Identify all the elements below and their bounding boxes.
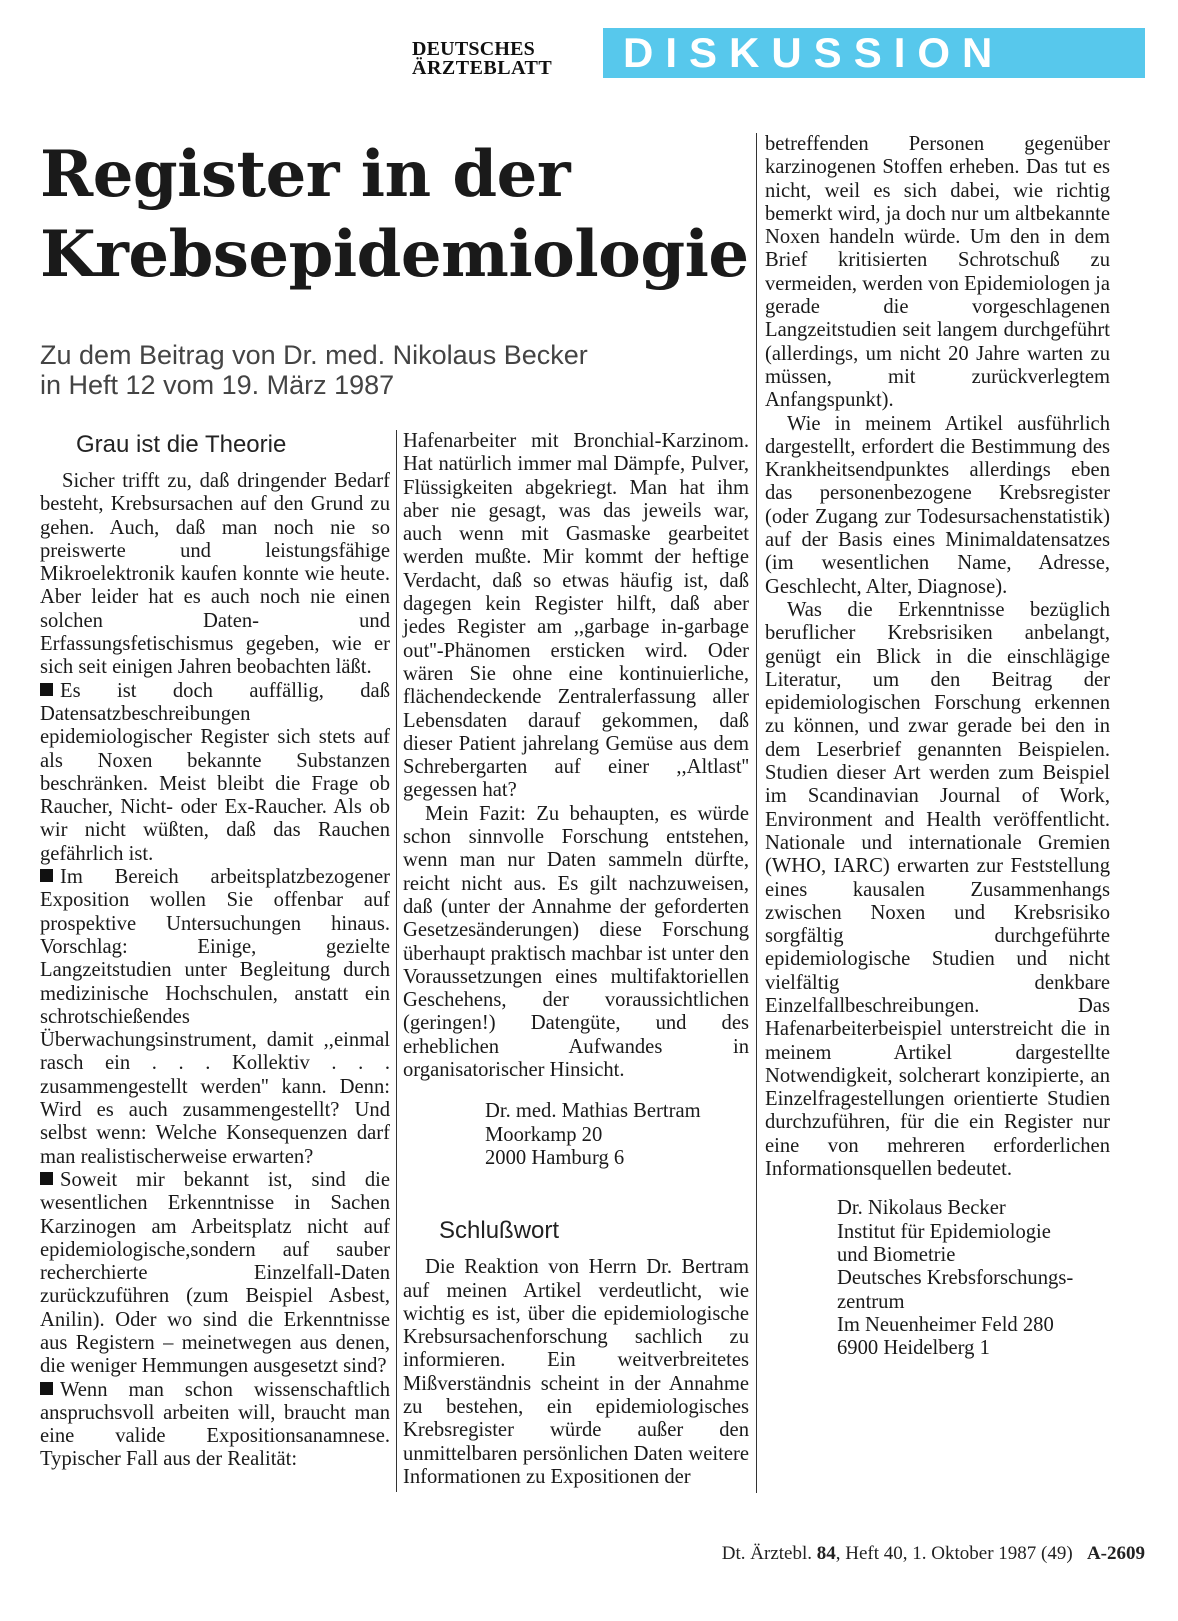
column-rule-right (756, 133, 757, 1493)
reply-sig6: Im Neuenheimer Feld 280 (837, 1313, 1054, 1336)
letter-sig1: Dr. med. Mathias Bertram (485, 1100, 701, 1123)
reply-sig2: Institut für Epidemiologie (837, 1220, 1051, 1243)
letter-bullet-3 (40, 1169, 390, 1379)
reply-heading: Schlußwort (439, 1217, 560, 1245)
reply-paragraph-2: Wie in meinem Artikel ausführlich dargestellt, erfordert die Bestimmung des Krankheitsendpunktes allerdings eben das personenbezogene Krebsregister (oder Zugang zur Todesursachenstatistik) auf der Basis eines Minimaldatensatzes (im wesentlichen Name, Adresse, Geschlecht, Alter, Diagnose). (765, 412, 1110, 598)
footer-journal: Dt. Ärztebl. (721, 1543, 812, 1564)
reply-paragraph-1: Die Reaktion von Herrn Dr. Bertram auf meinen Artikel verdeutlicht, wie wichtig es ist, über die epidemiologische Krebsursachenforschung sachlich zu informieren. Ein weitverbreitetes Mißverständnis scheint in der Annahme zu bestehen, ein epidemiologisches Krebsregister würde außer den unmittelbaren persönlichen Daten weitere Informationen zu Expositionen der (403, 1256, 749, 1488)
letter-sig2: Moorkamp 20 (485, 1123, 603, 1146)
letter-signature (485, 1100, 749, 1170)
subtitle-line1: Zu dem Beitrag von Dr. med. Nikolaus Becker (40, 340, 588, 370)
letter-bullet-2 (40, 866, 390, 1169)
reply-sig1: Dr. Nikolaus Becker (837, 1197, 1006, 1220)
letter-sig3: 2000 Hamburg 6 (485, 1146, 625, 1169)
column-2 (403, 430, 749, 1489)
column-rule-left (396, 430, 397, 1492)
title-line2: Krebsepidemiologie (40, 217, 749, 292)
reply-paragraph-3: Was die Erkenntnisse bezüglich beruflicher Krebsrisiken anbelangt, genügt ein Blick in die einschlägige Literatur, um den Beitrag der epidemiologischen Forschung erkennen zu können, und zwar gerade bei den in dem Leserbrief genannten Beispielen. Studien dieser Art werden zum Beispiel im Scandinavian Journal of Work, Environment and Health veröffentlicht. Nationale und internationale Gremien (WHO, IARC) erwarten zur Feststellung eines kausalen Zusammenhangs zwischen Noxen und Krebsrisiko sorgfältig durchgeführte epidemiologische Studien und nicht vielfältig denkbare Einzelfallbeschreibungen. Das Hafenarbeiterbeispiel unterstreicht die in meinem Artikel dargestellte Notwendigkeit, solcherart konzipierte, an Einzelfragestellungen orientierte Studien durchzuführen, für die ein Register nur eine von mehreren erforderlichen Informationsquellen bedeutet. (765, 598, 1110, 1181)
masthead-logo (412, 40, 584, 84)
reply-sig3: und Biometrie (837, 1243, 956, 1266)
reply-sig7: 6900 Heidelberg 1 (837, 1337, 990, 1360)
section-label: DISKUSSION (623, 29, 1005, 76)
letter-bullet-4-text: Wenn man schon wissenschaftlich anspruchsvoll arbeiten will, braucht man eine valide Expositionsanamnese. Typischer Fall aus der Realität: (40, 1378, 390, 1471)
reply-sig5: zentrum (837, 1290, 905, 1313)
letter-paragraph: Sicher trifft zu, daß dringender Bedarf besteht, Krebsursachen auf den Grund zu gehen. Auch, daß man noch nie so preiswerte und leistungsfähige Mikroelektronik kaufen konnte wie heute. Aber leider hat es auch noch nie einen solchen Daten- und Erfassungsfetischismus gegeben, wie er sich seit einigen Jahren beobachten läßt. (40, 470, 390, 679)
footer-page: A-2609 (1086, 1543, 1145, 1564)
letter-bullet-1 (40, 680, 390, 866)
letter-bullet-1-text: Es ist doch auffällig, daß Datensatzbeschreibungen epidemiologischer Register sich stets auf als Noxen bekannte Substanzen beschränken. Meist bleibt die Frage ob Raucher, Nicht- oder Ex-Raucher. Als ob wir nicht wüßten, daß das Rauchen gefährlich ist. (40, 679, 390, 865)
subtitle-line2: in Heft 12 vom 19. März 1987 (40, 370, 395, 400)
article-subtitle (40, 340, 740, 400)
article-title (40, 135, 760, 295)
footer-volume: 84 (816, 1543, 836, 1564)
section-banner (603, 28, 1145, 78)
page-footer (600, 1543, 1145, 1565)
masthead-line2: ÄRZTEBLATT (412, 57, 553, 79)
letter-bullet-4 (40, 1379, 390, 1472)
column-3 (765, 133, 1110, 1360)
masthead-line1: DEUTSCHES (412, 38, 535, 60)
footer-issue: , Heft 40, 1. Oktober 1987 (49) (835, 1543, 1073, 1564)
reply-signature (837, 1197, 1110, 1360)
letter-bullet-3-text: Soweit mir bekannt ist, sind die wesentlichen Erkenntnisse in Sachen Karzinogen am Arbeitsplatz nicht auf epidemiologische,sondern auf sauber recherchierte Einzelfall-Daten zurückzuführen (zum Beispiel Asbest, Anilin). Oder wo sind die Erkenntnisse aus Registern – meinetwegen aus denen, die weniger Hemmungen ausgesetzt sind? (40, 1168, 390, 1378)
letter-bullet-4-continued: Hafenarbeiter mit Bronchial-Karzinom. Hat natürlich immer mal Dämpfe, Pulver, Flüssigkeiten abgekriegt. Man hat ihm aber nie gesagt, was das jeweils war, auch wenn mit Gasmaske gearbeitet werden mußte. Mir kommt der heftige Verdacht, daß so etwas häufig ist, daß dagegen kein Register hilft, daß aber jedes Register am ,,garbage in-garbage out''-Phänomen ersticken wird. Oder wären Sie ohne eine kontinuierliche, flächendeckende Zentralerfassung aller Lebensdaten darauf gekommen, daß dieser Patient jahrelang Gemüse aus dem Schrebergarten auf einer ,,Altlast'' gegessen hat? (403, 430, 749, 802)
letter-conclusion: Mein Fazit: Zu behaupten, es würde schon sinnvolle Forschung entstehen, wenn man nur Daten sammeln dürfte, reicht nicht aus. Es gilt nachzuweisen, daß (unter der Annahme der geforderten Gesetzesänderungen) diese Forschung überhaupt praktisch machbar ist unter den Voraussetzungen eines multifaktoriellen Geschehens, der voraussichtlichen (geringen!) Datengüte, und des erheblichen Aufwandes in organisatorischer Hinsicht. (403, 802, 749, 1082)
reply-sig4: Deutsches Krebsforschungs- (837, 1267, 1074, 1290)
reply-paragraph-1-continued: betreffenden Personen gegenüber karzinogenen Stoffen erheben. Das tut es nicht, weil es sich dabei, wie richtig bemerkt wird, ja doch nur um altbekannte Noxen handeln würde. Um den in dem Brief kritisierten Schrotschuß zu vermeiden, werden von Epidemiologen ja gerade die vorgeschlagenen Langzeitstudien seit langem durchgeführt (allerdings, um nicht 20 Jahre warten zu müssen, mit zurückverlegtem Anfangspunkt). (765, 133, 1110, 412)
letter-heading: Grau ist die Theorie (76, 431, 287, 458)
title-line1: Register in der (40, 137, 571, 212)
column-1 (40, 430, 390, 1472)
letter-bullet-2-text: Im Bereich arbeitsplatzbezogener Exposition wollen Sie offenbar auf prospektive Untersuchungen hinaus. Vorschlag: Einige, gezielte Langzeitstudien unter Begleitung durch medizinische Hochschulen, anstatt ein schrotschießendes Überwachungsinstrument, damit ,,einmal rasch ein . . . Kollektiv . . . zusammengestellt werden'' kann. Denn: Wird es auch zusammengestellt? Und selbst wenn: Welche Konsequenzen darf man realistischerweise erwarten? (40, 866, 390, 1168)
